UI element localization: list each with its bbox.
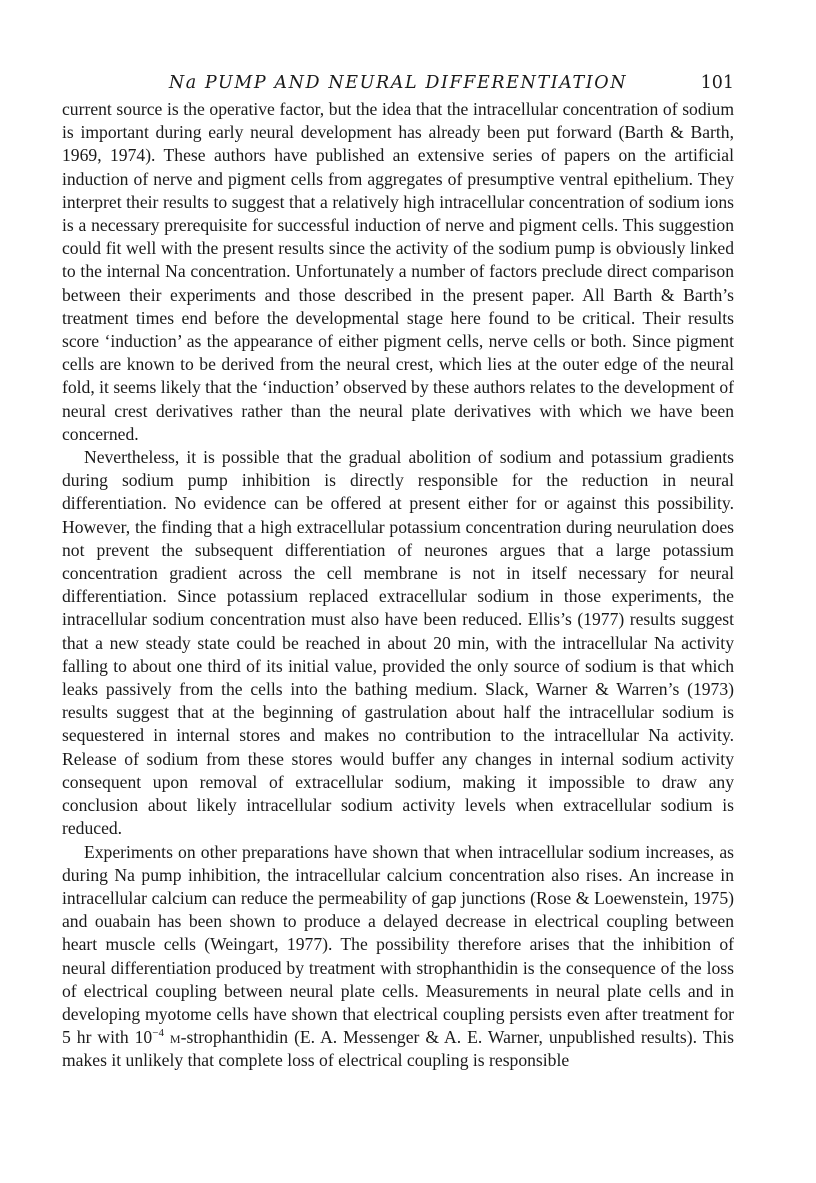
molar-unit: m: [169, 1027, 181, 1048]
page-number: 101: [700, 73, 734, 93]
running-head: [62, 68, 734, 98]
paragraph-electrical-coupling: [62, 841, 734, 1073]
paragraph-sodium-gradients: Nevertheless, it is possible that the gradual abolition of sodium and potassium gradients during sodium pump inhibition is directly responsible for the reduction in neural differentiation. No evidence can be offered at present either for or against this possibility. However, the finding that a high extracellular potassium concentration during neurulation does not prevent the subsequent differentiation of neurones argues that a large potassium concentration gradient across the cell membrane is not in itself necessary for neural differentiation. Since potassium replaced extracellular sodium in those experiments, the intracellular sodium concentration must also have been reduced. Ellis’s (1977) results suggest that a new steady state could be reached in about 20 min, with the intracellular Na activity falling to about one third of its initial value, provided the only source of sodium is that which leaks passively from the cells into the bathing medium. Slack, Warner & Warren’s (1973) results suggest that at the beginning of gastrulation about half the intracellular sodium is sequestered in internal stores and makes no contribution to the intracellular Na activity. Release of sodium from these stores would buffer any changes in internal sodium activity consequent upon removal of extracellular sodium, making it impossible to draw any conclusion about likely intracellular sodium activity levels when extracellular sodium is reduced.: [62, 447, 734, 839]
concentration-exponent: −4: [152, 1027, 164, 1040]
paragraph-barth-induction: current source is the operative factor, but the idea that the intracellular concentration of sodium is important during early neural development has already been put forward (Barth & Barth, 1969, 1974). These authors have published an extensive series of papers on the artificial induction of nerve and pigment cells from aggregates of presumptive ventral epithelium. They interpret their results to suggest that a relatively high intracellular concentration of sodium ions is a necessary prerequisite for successful induction of nerve and pigment cells. This suggestion could fit well with the present results since the activity of the sodium pump is obviously linked to the internal Na concentration. Unfortunately a number of factors preclude direct comparison between their experiments and those described in the present paper. All Barth & Barth’s treatment times end before the developmental stage here found to be critical. Their results score ‘induction’ as the appearance of either pigment cells, nerve cells or both. Since pigment cells are known to be derived from the neural crest, which lies at the outer edge of the neural fold, it seems likely that the ‘induction’ observed by these authors relates to the development of neural crest derivatives rather than the neural plate derivatives with which we have been concerned.: [62, 99, 734, 444]
running-title: Na PUMP AND NEURAL DIFFERENTIATION: [168, 73, 628, 93]
article-body: [62, 98, 734, 1073]
paragraph-text-after-exponent: -strophanthidin (E. A. Messenger & A. E. Warner, unpublished results). This makes it unlikely that complete loss of electrical coupling is responsible: [62, 1027, 734, 1071]
paragraph-text-before-exponent: Experiments on other preparations have shown that when intracellular sodium increases, as during Na pump inhibition, the intracellular calcium concentration also rises. An increase in intracellular calcium can reduce the permeability of gap junctions (Rose & Loewenstein, 1975) and ouabain has been shown to produce a delayed decrease in electrical coupling between heart muscle cells (Weingart, 1977). The possibility therefore arises that the inhibition of neural differentiation produced by treatment with strophanthidin is the consequence of the loss of electrical coupling between neural plate cells. Measurements in neural plate cells and in developing myotome cells have shown that electrical coupling persists even after treatment for 5 hr with 10: [62, 841, 734, 1048]
